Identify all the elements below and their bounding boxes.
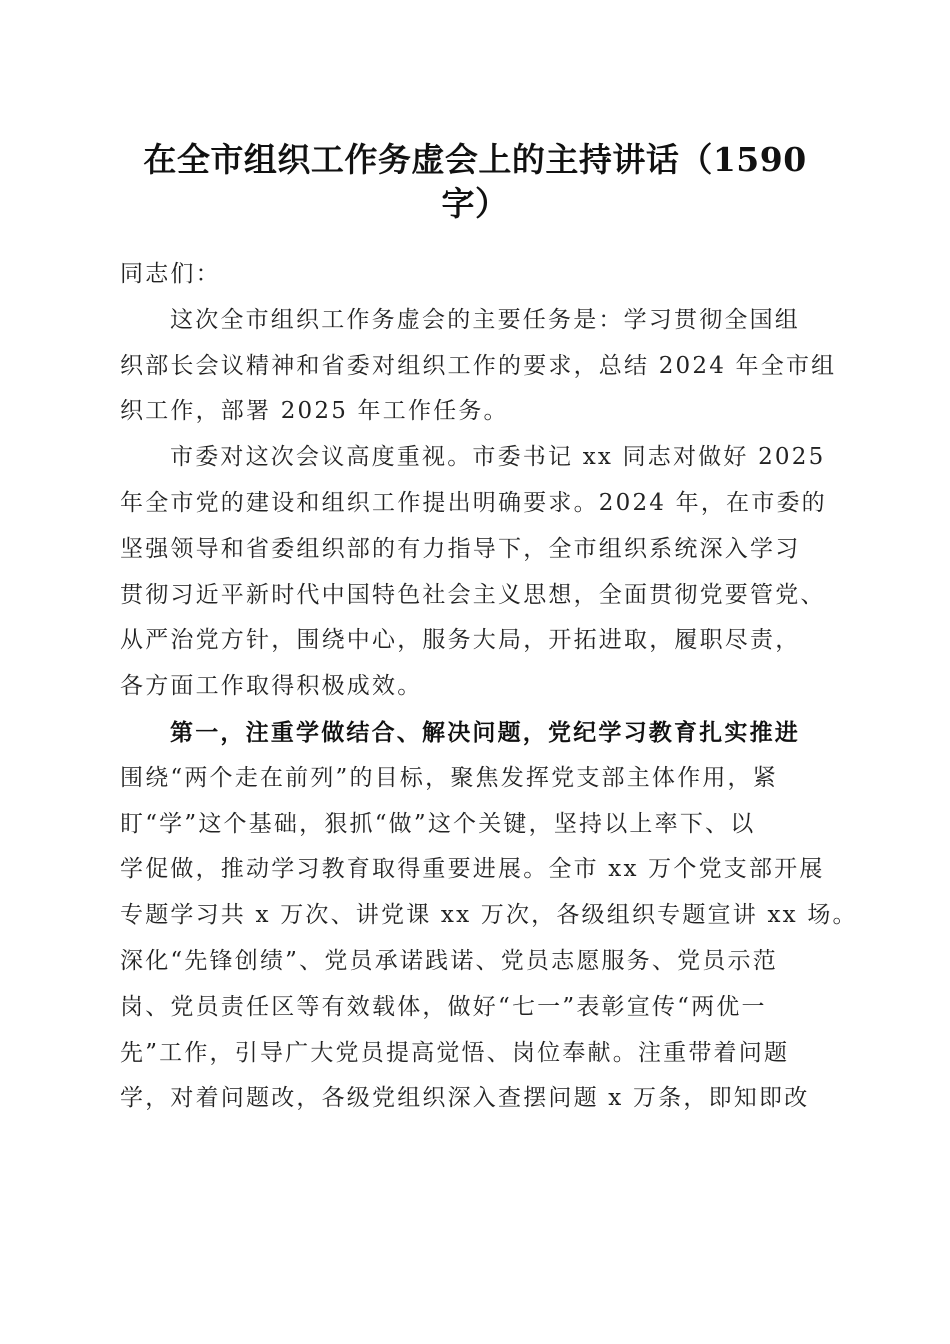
paragraph-line: 学促做，推动学习教育取得重要进展。全市 xx 万个党支部开展 [120, 856, 825, 883]
paragraph-line: 这次全市组织工作务虚会的主要任务是：学习贯彻全国组 [170, 306, 800, 333]
document-title [110, 138, 840, 226]
section-heading: 第一，注重学做结合、解决问题，党纪学习教育扎实推进 [170, 718, 800, 746]
paragraph-line: 年全市党的建设和组织工作提出明确要求。2024 年，在市委的 [120, 489, 827, 516]
paragraph-line: 各方面工作取得积极成效。 [120, 673, 423, 700]
paragraph-line: 围绕“两个走在前列”的目标，聚焦发挥党支部主体作用，紧 [120, 764, 778, 791]
paragraph-line: 贯彻习近平新时代中国特色社会主义思想，全面贯彻党要管党、 [120, 581, 826, 608]
paragraph-line: 岗、党员责任区等有效载体，做好“七一”表彰宣传“两优一 [120, 993, 767, 1020]
paragraph-line: 织工作，部署 2025 年工作任务。 [120, 398, 509, 425]
paragraph-line: 市委对这次会议高度重视。市委书记 xx 同志对做好 2025 [170, 444, 826, 471]
document-body [120, 252, 858, 1122]
paragraph-line: 织部长会议精神和省委对组织工作的要求，总结 2024 年全市组 [120, 352, 837, 379]
title-line-1: 在全市组织工作务虚会上的主持讲话（1590 [143, 140, 807, 179]
paragraph-line: 学，对着问题改，各级党组织深入查摆问题 x 万条，即知即改 [120, 1085, 810, 1112]
salutation: 同志们： [120, 261, 221, 287]
paragraph-line: 坚强领导和省委组织部的有力指导下，全市组织系统深入学习 [120, 535, 801, 562]
paragraph-line: 盯“学”这个基础，狠抓“做”这个关键，坚持以上率下、以 [120, 810, 756, 837]
paragraph-line: 先”工作，引导广大党员提高觉悟、岗位奉献。注重带着问题 [120, 1039, 790, 1066]
title-line-2: 字） [441, 184, 509, 223]
paragraph-line: 专题学习共 x 万次、讲党课 xx 万次，各级组织专题宣讲 xx 场。 [120, 902, 858, 929]
paragraph-line: 深化“先锋创绩”、党员承诺践诺、党员志愿服务、党员示范 [120, 947, 778, 974]
paragraph-line: 从严治党方针，围绕中心，服务大局，开拓进取，履职尽责， [120, 627, 801, 654]
